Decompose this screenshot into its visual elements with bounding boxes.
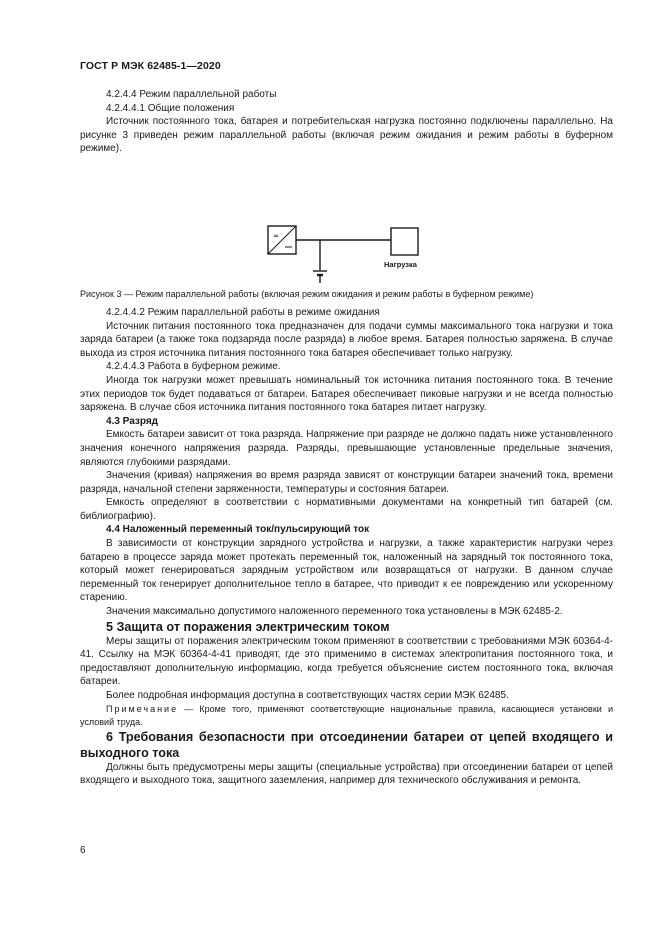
paragraph-ripple-1: В зависимости от конструкции зарядного устройства и нагрузки, а также характеристик нагрузки через батарею в процессе заряда может протекать переменный ток, наложенный на зарядный ток постоянного тока, который может генерироваться зарядным устройством или возвращаться от нагрузки. В данном случае переменный ток генерирует дополнительное тепло в батарее, что приводит к ее повреждению или ускоренному старению. <box>80 538 613 604</box>
paragraph-ripple-2: Значения максимально допустимого наложенного переменного тока установлены в МЭК 62485-2. <box>106 606 563 618</box>
parallel-mode-diagram <box>80 156 613 288</box>
section-title-4-2-4-4-1: 4.2.4.4.1 Общие положения <box>106 102 235 114</box>
paragraph-standby: Источник питания постоянного тока предназначен для подачи суммы максимального тока нагрузки и тока заряда батареи (а также тока подзаряда после разряда) в любое время. Батарея полностью заряжена. В случае выхода из строя источника питания постоянного тока батарея обеспечивает только нагрузку. <box>80 320 613 359</box>
doc-header: ГОСТ Р МЭК 62485-1—2020 <box>80 60 221 72</box>
figure-caption: Рисунок 3 — Режим параллельной работы (включая режим ожидания и режим работы в буферном режиме) <box>80 288 534 299</box>
section-title-4-4: 4.4 Наложенный переменный ток/пульсирующий ток <box>106 524 370 536</box>
paragraph-parallel-mode: Источник постоянного тока, батарея и потребительская нагрузка постоянно подключены параллельно. На рисунке 3 приведен режим параллельной работы (включая режим ожидания и режим работы в буферном режиме). <box>80 116 613 155</box>
section-title-4-2-4-4-3: 4.2.4.4.3 Работа в буферном режиме. <box>106 361 281 373</box>
note-label: Примечание <box>106 703 179 714</box>
note <box>80 703 613 729</box>
section-title-6: 6 Требования безопасности при отсоединении батареи от цепей входящего и выходного тока <box>80 729 613 760</box>
converter-diagonal <box>268 226 296 254</box>
section-title-5: 5 Защита от поражения электрическим током <box>106 619 390 634</box>
section-title-4-2-4-4: 4.2.4.4 Режим параллельной работы <box>106 89 277 100</box>
page-content <box>80 88 613 788</box>
note-text: — Кроме того, применяют соответствующие национальные правила, касающиеся установки и условий труда. <box>80 703 613 727</box>
section-title-4-2-4-4-2: 4.2.4.4.2 Режим параллельной работы в режиме ожидания <box>106 306 380 318</box>
paragraph-shock-2: Более подробная информация доступна в соответствующих частях серии МЭК 62485. <box>106 690 509 701</box>
paragraph-discharge-2: Значения (кривая) напряжения во время разряда зависят от конструкции батареи значений тока, времени разряда, начальной степени заряженности, температуры и состояния батареи. <box>80 470 613 495</box>
figure-3 <box>80 156 613 288</box>
paragraph-buffer: Иногда ток нагрузки может превышать номинальный ток источника питания постоянного тока. В течение этих периодов ток будет подаваться от батареи. Батарея обеспечивает пиковые нагрузки и не всегда полностью заряжена. В случае сбоя источника питания постоянного тока батарея питает нагрузку. <box>80 374 613 414</box>
page-number: 6 <box>80 845 86 856</box>
paragraph-discharge-1: Емкость батареи зависит от тока разряда. Напряжение при разряде не должно падать ниже установленного значения конечного напряжения разряда. Разряды, превышающие установленные предельные значения, являются глубокими разрядами. <box>80 429 613 468</box>
paragraph-discharge-3: Емкость определяют в соответствии с нормативными документами на конкретный тип батарей (см. библиографию). <box>80 497 613 522</box>
paragraph-disconnect: Должны быть предусмотрены меры защиты (специальные устройства) при отсоединении батареи от цепей входящего и выходного тока, защитного заземления, например для технического обслуживания и ремонта. <box>80 761 613 787</box>
section-title-4-3: 4.3 Разряд <box>106 415 159 427</box>
load-box <box>391 228 418 255</box>
ac-symbol: ≈ <box>273 231 279 240</box>
load-label: Нагрузка <box>384 259 417 269</box>
paragraph-shock-1: Меры защиты от поражения электрическим током применяют в соответствии с требованиями МЭК 60364-4-41. Ссылку на МЭК 60364-4-41 приводят, где это применимо в системах электропитания постоянного тока, и предоставляют дополнительную информацию, когда требуется объяснение систем постоянного тока, включая батареи. <box>80 635 613 688</box>
